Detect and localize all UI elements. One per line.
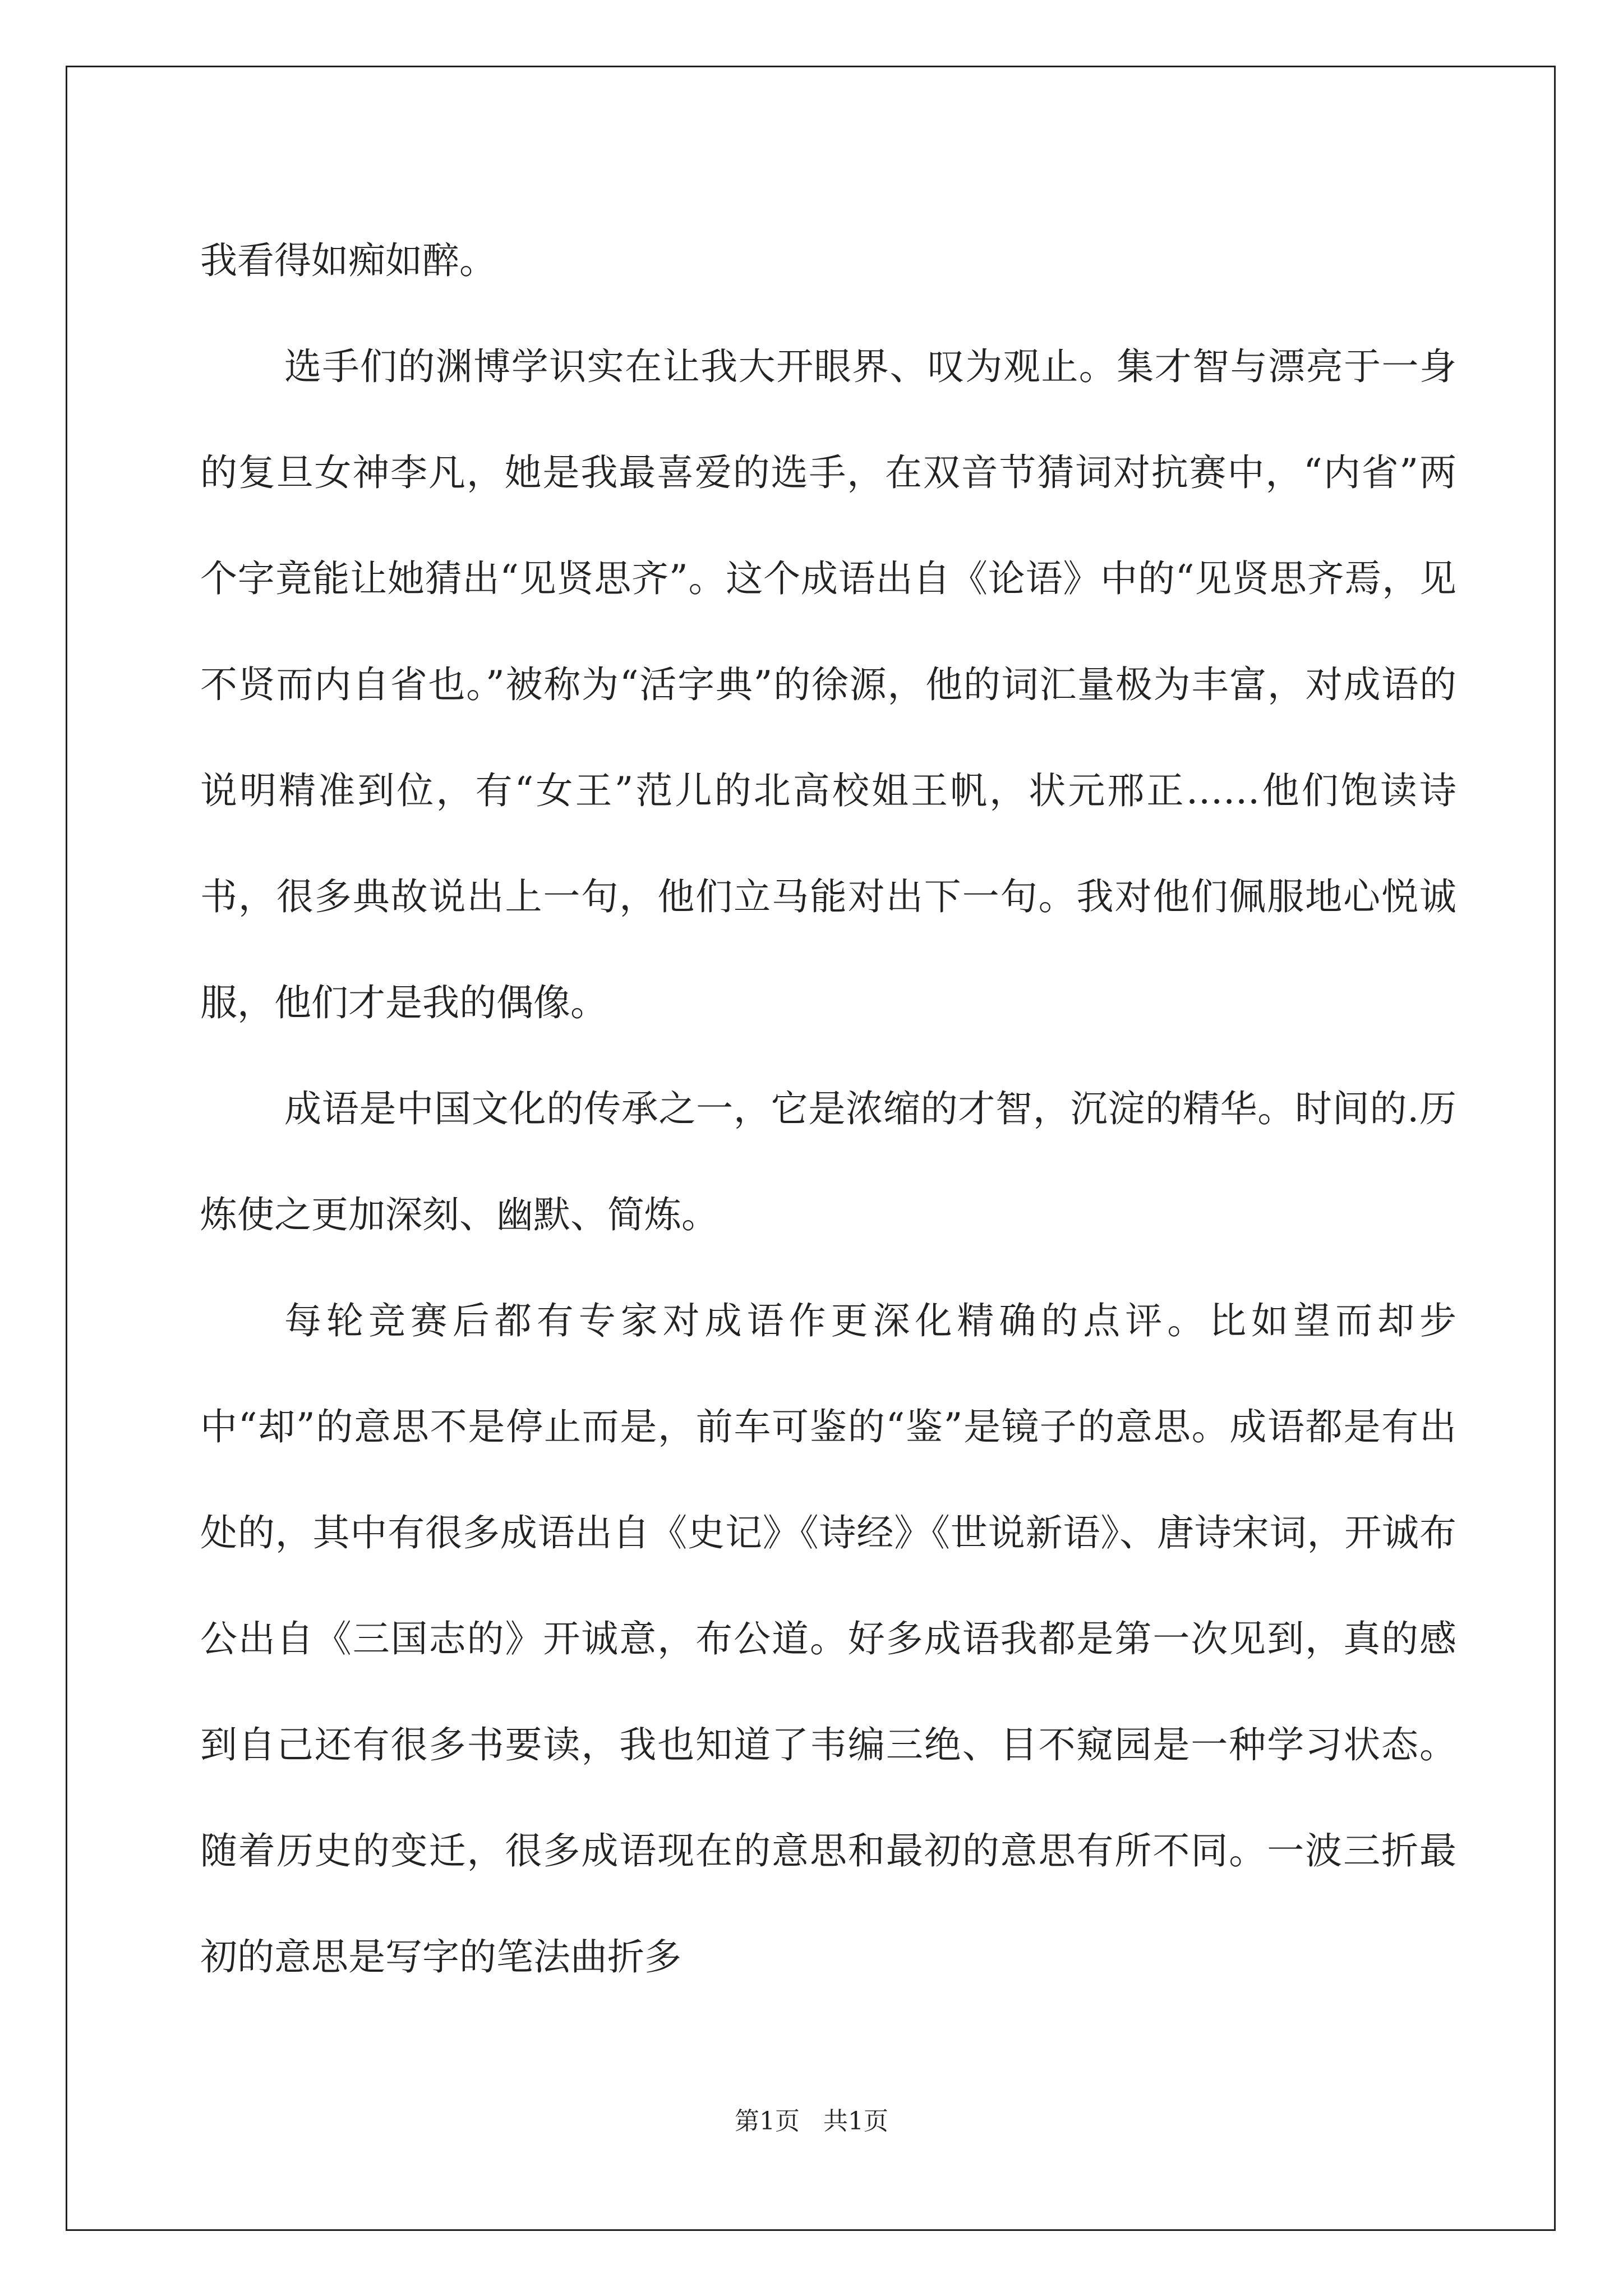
- page-footer: 第1页 共1页: [735, 2107, 888, 2136]
- paragraph-3: 成语是中国文化的传承之一，它是浓缩的才智，沉淀的精华。时间的.历炼使之更加深刻、幽默、简炼。: [200, 1087, 1456, 1236]
- paragraph-4: 每轮竞赛后都有专家对成语作更深化精确的点评。比如望而却步中“却”的意思不是停止而是，前车可鉴的“鉴”是镜子的意思。成语都是有出处的，其中有很多成语出自《史记》《诗经》《世说新语》、唐诗宋词，开诚布公出自《三国志的》开诚意，布公道。好多成语我都是第一次见到，真的感到自己还有很多书要读，我也知道了韦编三绝、目不窥园是一种学习状态。随着历史的变迁，很多成语现在的意思和最初的意思有所不同。一波三折最初的意思是写字的笔法曲折多: [200, 1299, 1456, 1978]
- paragraph-1: 我看得如痴如醉。: [200, 239, 496, 282]
- document-body: [200, 208, 1456, 2010]
- paragraph-2: 选手们的渊博学识实在让我大开眼界、叹为观止。集才智与漂亮于一身的复旦女神李凡，她是我最喜爱的选手，在双音节猜词对抗赛中，“内省”两个字竟能让她猜出“见贤思齐”。这个成语出自《论语》中的“见贤思齐焉，见不贤而内自省也。”被称为“活字典”的徐源，他的词汇量极为丰富，对成语的说明精准到位，有“女王”范儿的北高校姐王帆，状元邢正……他们饱读诗书，很多典故说出上一句，他们立马能对出下一句。我对他们佩服地心悦诚服，他们才是我的偶像。: [200, 345, 1456, 1024]
